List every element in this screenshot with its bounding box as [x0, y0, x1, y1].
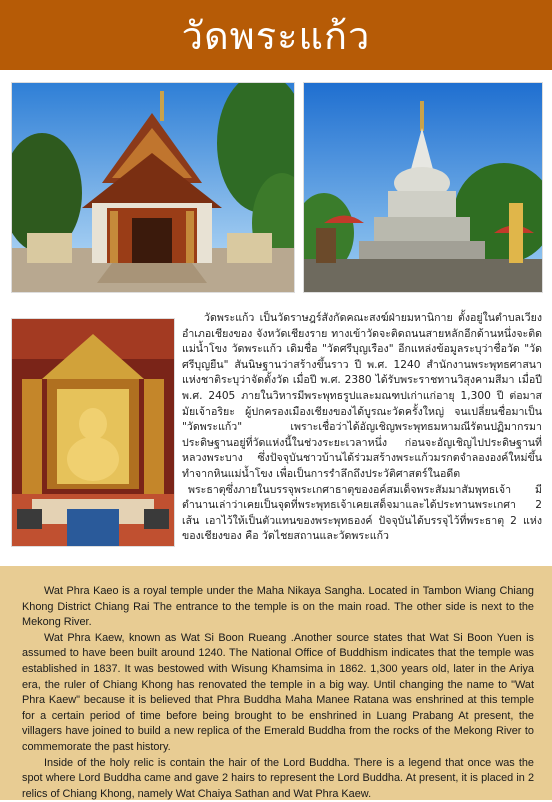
- thai-paragraph: พระธาตุซึ่งภายในบรรจุพระเกศาธาตุของอค์สมเด็จพระสัมมาสัมพุทธเจ้า มีตำนานเล่าว่าเคยเป็นจุดที่พระพุทธเจ้าเคยเสด็จมาและได้ประทานพระเกศา 2 เส้น เอาไว้ให้เป็นตัวแทนของพระพุทธองค์ ปัจจุบันได้บรรจุไว้ที่พระธาตุ 2 แห่งของเชียงของ คือ วัดไชยสถานและวัดพระแก้ว: [182, 483, 542, 543]
- temple-hall-photo: [11, 82, 295, 293]
- english-description: [22, 584, 534, 802]
- english-panel: [0, 566, 552, 800]
- white-chedi-photo: [303, 82, 543, 293]
- thai-description: [182, 311, 542, 545]
- thai-paragraph: วัดพระแก้ว เป็นวัดราษฎร์สังกัดคณะสงฆ์ฝ่ายมหานิกาย ตั้งอยู่ในตำบลเวียง อำเภอเชียงของ จังหวัดเชียงราย ทางเข้าวัดจะติดถนนสายหลักอีกด้านหนึ่งจะติดแม่น้ำโขง วัดพระแก้ว เดิมชื่อ "วัดศรีบุญเรือง" อีกแหล่งข้อมูลระบุว่าชื่อวัด "วัดศรีบุญยืน" สันนิษฐานว่าสร้างขึ้นราว ปี พ.ศ. 1240 สำนักงานพระพุทธศาสนาแห่งชาติระบุว่าจัดตั้งวัด เมื่อปี พ.ศ. 2380 ได้รับพระราชทานวิสุงคามสีมา เมื่อปี พ.ศ. 2405 ภายในวิหารมีพระพุทธรูปและมณฑปเก่าแก่อายุ 1,300 ปี ต่อมาสมัยเจ้าอริยะ ผู้ปกครองเมืองเชียงของได้บูรณะวัดครั้งใหญ่ จนเปลี่ยนชื่อมาเป็น "วัดพระแก้ว" เพราะเชื่อว่าได้อัญเชิญพระพุทธมหามณีรัตนปฏิมากรมาประดิษฐานอยู่ที่วัดแห่งนี้ในช่วงระยะเวลาหนึ่ง ก่อนจะอัญเชิญไปประดิษฐานที่หลวงพระบาง ซึ่งปัจจุบันชาวบ้านได้ร่วมสร้างพระแก้วมรกตจำลององค์ใหม่ขึ้น ทำจากหินแม่น้ำโขง เพื่อเป็นการรำลึกถึงประวัติศาสตร์ในอดีต: [182, 312, 542, 480]
- english-paragraph: Wat Phra Kaew, known as Wat Si Boon Rueang .Another source states that Wat Si Boon Yuen is assumed to have been built around 1240. The National Office of Buddhism indicates that the temple was established in 1837. It was bestowed with Wisung Khamsima in 1862. 1,300 years old, later in the Ariya era, the ruler of Chiang Khong has renovated the temple in a big way. Until changing the name to "Wat Phra Kaew" because it is believed that Phra Buddha Maha Manee Ratana was enshrined at this temple for a certain period of time before being brought to be enshrined in Luang Prabang At present, the villagers have joined to build a new replica of the Emerald Buddha from the rocks of the Mekong River to commemorate the past history.: [22, 631, 534, 753]
- buddha-altar-photo: [11, 318, 175, 547]
- english-paragraph: Inside of the holy relic is contain the hair of the Lord Buddha. There is a legend that once was the spot where Lord Buddha came and gave 2 hairs to represent the Lord Buddha. At present, it is placed in 2 relics of Chiang Khong, namely Wat Chaiya Sathan and Wat Phra Kaew.: [22, 756, 534, 800]
- english-paragraph: Wat Phra Kaeo is a royal temple under the Maha Nikaya Sangha. Located in Tambon Wiang Chiang Khong District Chiang Rai The entrance to the temple is on the main road. The other side is next to the Mekong River.: [22, 585, 534, 629]
- page-header: [0, 0, 552, 70]
- page-title: วัดพระแก้ว: [181, 13, 371, 58]
